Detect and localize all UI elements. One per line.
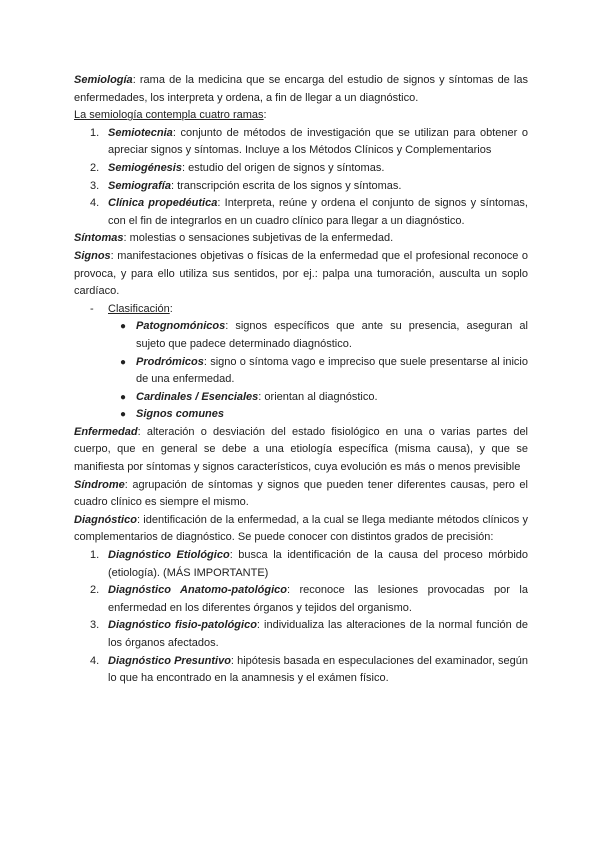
clasificacion-item xyxy=(74,354,528,389)
clasificacion-text: : signos específicos que ante su presencia, aseguran al sujeto que padece determinado diagnóstico. xyxy=(136,320,528,350)
semiologia-term: Semiología xyxy=(74,74,133,86)
rama-item xyxy=(74,160,528,178)
diagnostico-item-term: Diagnóstico fisio-patológico xyxy=(108,619,257,632)
clasificacion-text: : signo o síntoma vago e impreciso que suele presentarse al inicio de una enfermedad. xyxy=(136,355,528,386)
bullet-icon: ● xyxy=(120,391,127,403)
clasificacion-text: : orientan al diagnóstico. xyxy=(258,390,378,403)
sindrome-term: Síndrome xyxy=(74,478,125,491)
enfermedad-paragraph xyxy=(74,424,528,477)
rama-item xyxy=(74,125,528,160)
diagnostico-item-term: Diagnóstico Anatomo-patológico xyxy=(108,584,287,597)
ramas-intro-text: La semiología contempla cuatro ramas xyxy=(74,109,264,122)
clasificacion-list xyxy=(74,318,528,424)
rama-number: 1. xyxy=(90,126,100,139)
diagnostico-item xyxy=(74,617,528,652)
diagnostico-number: 4. xyxy=(90,654,100,667)
rama-term: Semiotecnia xyxy=(108,126,173,139)
clasificacion-heading xyxy=(74,301,528,319)
sintomas-text: : molestias o sensaciones subjetivas de la enfermedad. xyxy=(123,232,394,245)
diagnostico-list xyxy=(74,547,528,688)
clasificacion-item xyxy=(74,389,528,407)
diagnostico-item-text: : reconoce las lesiones provocadas por la enfermedad en los diferentes órganos y tejidos del organismo. xyxy=(108,584,528,614)
rama-text: : conjunto de métodos de investigación que se utilizan para obtener o apreciar signos y síntomas. Incluye a los Métodos Clínicos y Complementarios xyxy=(108,126,528,157)
diagnostico-item-text: : individualiza las alteraciones de la normal función de los órganos afectados. xyxy=(108,619,529,649)
enfermedad-term: Enfermedad xyxy=(74,425,138,438)
clasificacion-term: Signos comunes xyxy=(136,408,225,421)
clasificacion-term: Cardinales / Esenciales xyxy=(136,390,259,403)
signos-term: Signos xyxy=(74,249,111,262)
rama-text: : transcripción escrita de los signos y síntomas. xyxy=(170,179,402,192)
diagnostico-item xyxy=(74,653,528,688)
semiologia-paragraph xyxy=(74,72,528,107)
rama-number: 2. xyxy=(90,161,100,174)
rama-item xyxy=(74,178,528,196)
bullet-icon: ● xyxy=(120,356,127,368)
diagnostico-item-term: Diagnóstico Presuntivo xyxy=(108,654,231,667)
diagnostico-term: Diagnóstico xyxy=(74,513,137,526)
diagnostico-number: 3. xyxy=(90,619,100,632)
signos-text: : manifestaciones objetivas o físicas de la enfermedad que el profesional reconoce o provoca, y para ello utiliza sus sentidos, por ej.: palpa una tumoración, ausculta un soplo cardíaco. xyxy=(74,249,528,298)
rama-term: Semiografía xyxy=(108,179,171,192)
diagnostico-item-text: : hipótesis basada en especulaciones del examinador, según lo que ha encontrado en la anamnesis y el exámen físico. xyxy=(108,654,528,685)
semiologia-text: : rama de la medicina que se encarga del estudio de signos y síntomas de las enfermedades, los interpreta y ordena, a fin de llegar a un diagnóstico. xyxy=(74,74,528,104)
rama-text: : Interpreta, reúne y ordena el conjunto de signos y síntomas, con el fin de integrarlos en un cuadro clínico para llegar a un diagnóstico. xyxy=(108,197,528,227)
clasificacion-term: Prodrómicos xyxy=(136,355,204,368)
diagnostico-paragraph xyxy=(74,512,528,547)
rama-item xyxy=(74,195,528,230)
diagnostico-item-term: Diagnóstico Etiológico xyxy=(108,549,230,562)
sintomas-term: Síntomas xyxy=(74,232,124,245)
ramas-list xyxy=(74,125,528,231)
document-page xyxy=(74,72,528,688)
sindrome-text: : agrupación de síntomas y signos que pueden tener diferentes causas, pero el cuadro clínico es siempre el mismo. xyxy=(74,478,528,509)
ramas-intro xyxy=(74,107,528,125)
clasificacion-term: Patognomónicos xyxy=(136,320,226,333)
diagnostico-number: 2. xyxy=(90,584,100,597)
dash-marker: - xyxy=(90,302,94,315)
sintomas-paragraph xyxy=(74,230,528,248)
sindrome-paragraph xyxy=(74,477,528,512)
diagnostico-item xyxy=(74,582,528,617)
diagnostico-text: : identificación de la enfermedad, a la cual se llega mediante métodos clínicos y complementarios de diagnóstico. Se puede conocer con distintos grados de precisión: xyxy=(74,513,528,544)
rama-number: 3. xyxy=(90,179,100,192)
ramas-intro-colon: : xyxy=(263,109,267,122)
rama-text: : estudio del origen de signos y síntomas. xyxy=(181,161,385,174)
bullet-icon: ● xyxy=(120,409,127,421)
diagnostico-item-text: : busca la identificación de la causa del proceso mórbido (etiología). (MÁS IMPORTANTE) xyxy=(108,549,529,579)
clasificacion-colon: : xyxy=(169,302,173,315)
signos-paragraph xyxy=(74,248,528,301)
rama-term: Clínica propedéutica xyxy=(108,197,218,210)
enfermedad-text: : alteración o desviación del estado fisiológico en una o varias partes del cuerpo, que en general se debe a una etiología específica (misma causa), y que se manifiesta por síntomas y signos característicos, cuya evolución es más o menos previsible xyxy=(74,425,528,474)
rama-term: Semiogénesis xyxy=(108,161,182,174)
clasificacion-label: Clasificación xyxy=(108,302,170,315)
clasificacion-item xyxy=(74,406,528,424)
rama-number: 4. xyxy=(90,197,100,210)
diagnostico-number: 1. xyxy=(90,549,100,562)
bullet-icon: ● xyxy=(120,321,127,333)
diagnostico-item xyxy=(74,547,528,582)
clasificacion-item xyxy=(74,318,528,353)
